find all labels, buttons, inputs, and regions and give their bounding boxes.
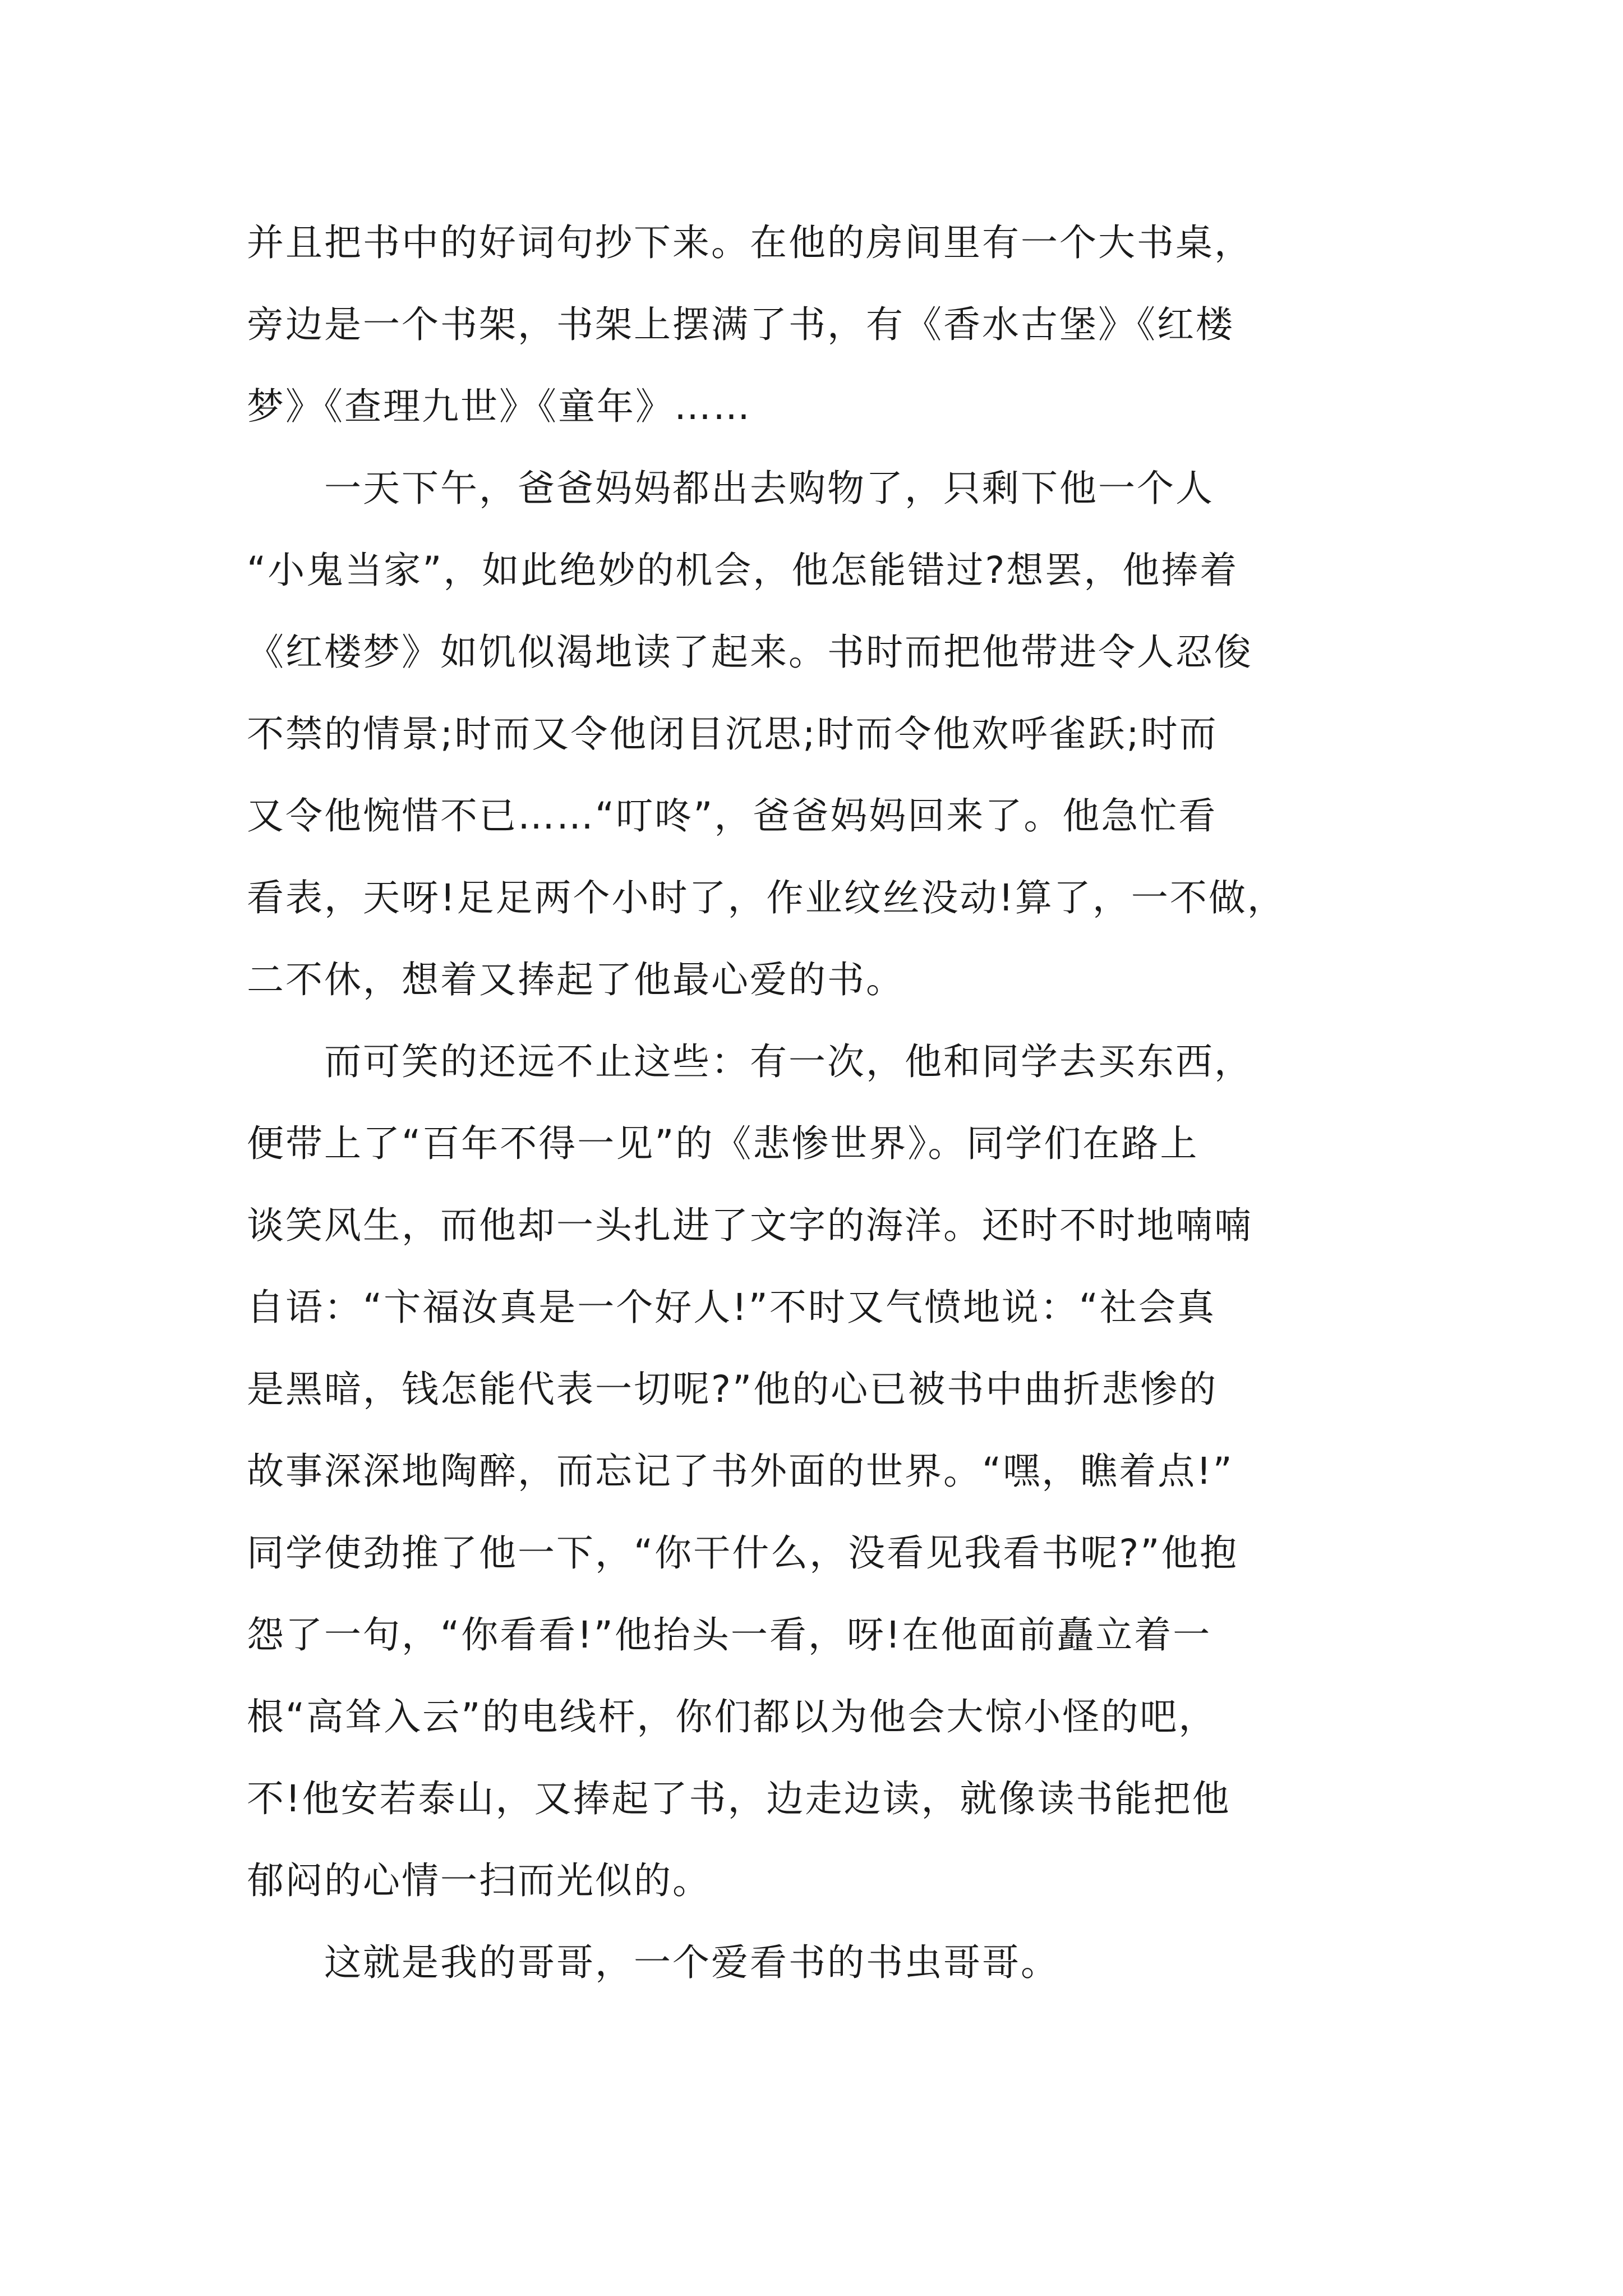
text-line: 这就是我的哥哥，一个爱看书的书虫哥哥。 bbox=[247, 1941, 1059, 1984]
paragraph-2 bbox=[247, 448, 1396, 1021]
text-line: 并且把书中的好词句抄下来。在他的房间里有一个大书桌， bbox=[247, 221, 1253, 264]
text-line: 便带上了“百年不得一见”的《悲惨世界》。同学们在路上 bbox=[247, 1122, 1199, 1165]
text-line: 而可笑的还远不止这些：有一次，他和同学去买东西， bbox=[247, 1040, 1253, 1083]
paragraph-1 bbox=[247, 202, 1396, 448]
text-line: 故事深深地陶醉，而忘记了书外面的世界。“嘿，瞧着点!” bbox=[247, 1450, 1234, 1493]
body-text bbox=[247, 202, 1396, 2004]
text-line: 根“高耸入云”的电线杆，你们都以为他会大惊小怪的吧， bbox=[247, 1695, 1218, 1738]
text-line: 谈笑风生，而他却一头扎进了文字的海洋。还时不时地喃喃 bbox=[247, 1204, 1253, 1247]
text-line: 不禁的情景;时而又令他闭目沉思;时而令他欢呼雀跃;时而 bbox=[247, 712, 1218, 756]
text-line: 又令他惋惜不已……“叮咚”，爸爸妈妈回来了。他急忙看 bbox=[247, 794, 1218, 838]
text-line: 怨了一句，“你看看!”他抬头一看，呀!在他面前矗立着一 bbox=[247, 1613, 1212, 1657]
text-line: 是黑暗，钱怎能代表一切呢?”他的心已被书中曲折悲惨的 bbox=[247, 1368, 1218, 1411]
text-line: 郁闷的心情一扫而光似的。 bbox=[247, 1859, 711, 1902]
text-line: 不!他安若泰山，又捧起了书，边走边读，就像读书能把他 bbox=[247, 1777, 1231, 1820]
text-line: 梦》《查理九世》《童年》…… bbox=[247, 385, 751, 428]
text-line: 自语：“卞福汝真是一个好人!”不时又气愤地说：“社会真 bbox=[247, 1286, 1216, 1329]
text-line: 同学使劲推了他一下，“你干什么，没看见我看书呢?”他抱 bbox=[247, 1531, 1239, 1575]
paragraph-4 bbox=[247, 1922, 1396, 2004]
text-line: 《红楼梦》如饥似渴地读了起来。书时而把他带进令人忍俊 bbox=[247, 631, 1253, 674]
text-line: 看表，天呀!足足两个小时了，作业纹丝没动!算了，一不做， bbox=[247, 876, 1286, 919]
text-line: “小鬼当家”，如此绝妙的机会，他怎能错过?想罢，他捧着 bbox=[247, 549, 1239, 592]
text-line: 二不休，想着又捧起了他最心爱的书。 bbox=[247, 958, 905, 1001]
paragraph-3 bbox=[247, 1021, 1396, 1922]
text-line: 旁边是一个书架，书架上摆满了书，有《香水古堡》《红楼 bbox=[247, 303, 1234, 346]
text-line: 一天下午，爸爸妈妈都出去购物了，只剩下他一个人 bbox=[247, 467, 1214, 510]
